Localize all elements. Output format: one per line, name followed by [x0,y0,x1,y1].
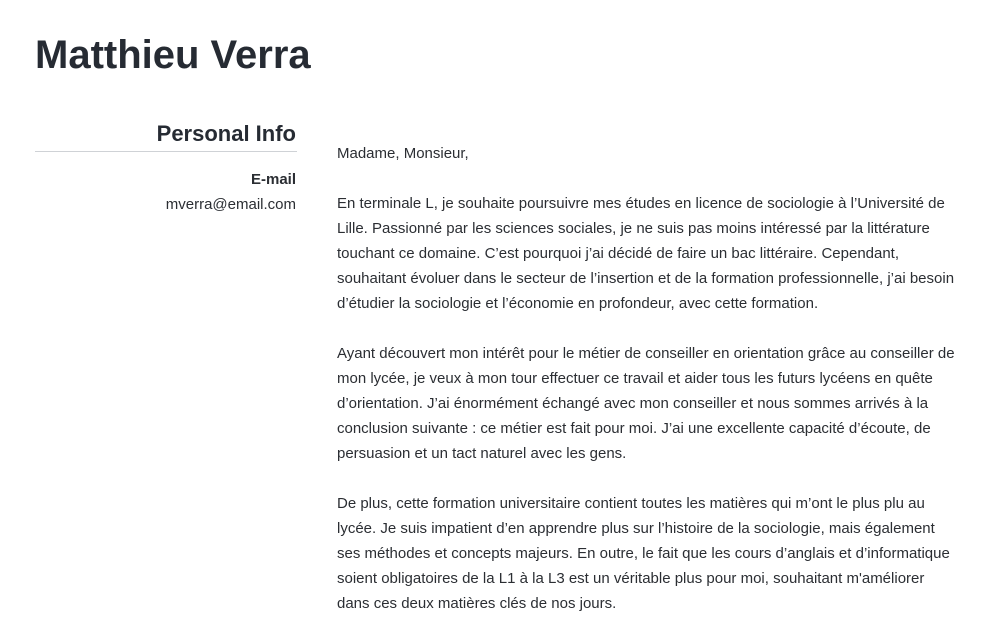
letter-paragraph-2: Ayant découvert mon intérêt pour le métier de conseiller en orientation grâce au conseiller de mon lycée, je veux à mon tour effectuer ce travail et aider tous les futurs lycéens en quête d’orientation. J’ai énormément échangé avec mon conseiller et nous sommes arrivés à la conclusion suivante : ce métier est fait pour moi. J’ai une excellente capacité d’écoute, de persuasion et un tact naturel avec les gens. [337,345,955,462]
cover-letter-body [337,141,957,641]
personal-info-sidebar [35,120,297,215]
letter-paragraph-1: En terminale L, je souhaite poursuivre mes études en licence de sociologie à l’Université de Lille. Passionné par les sciences sociales, je ne suis pas moins intéressé par la littérature touchant ce domaine. C’est pourquoi j’ai décidé de faire un bac littéraire. Cependant, souhaitant évoluer dans le secteur de l’insertion et de la formation professionnelle, j’ai besoin d’étudier la sociologie et l’économie en profondeur, avec cette formation. [337,195,955,312]
letter-paragraph-3: De plus, cette formation universitaire contient toutes les matières qui m’ont le plus plu au lycée. Je suis impatient d’en apprendre plus sur l’histoire de la sociologie, mais également ses méthodes et concepts majeurs. En outre, le fait que les cours d’anglais et d’informatique soient obligatoires de la L1 à la L3 est un véritable plus pour moi, souhaitant m'améliorer dans ces deux matières clés de nos jours. [337,495,950,612]
email-label: E-mail [250,171,296,188]
candidate-name: Matthieu Verra [35,33,311,77]
email-value: mverra@email.com [165,196,296,213]
letter-salutation: Madame, Monsieur, [337,145,469,162]
personal-info-heading: Personal Info [35,120,297,152]
